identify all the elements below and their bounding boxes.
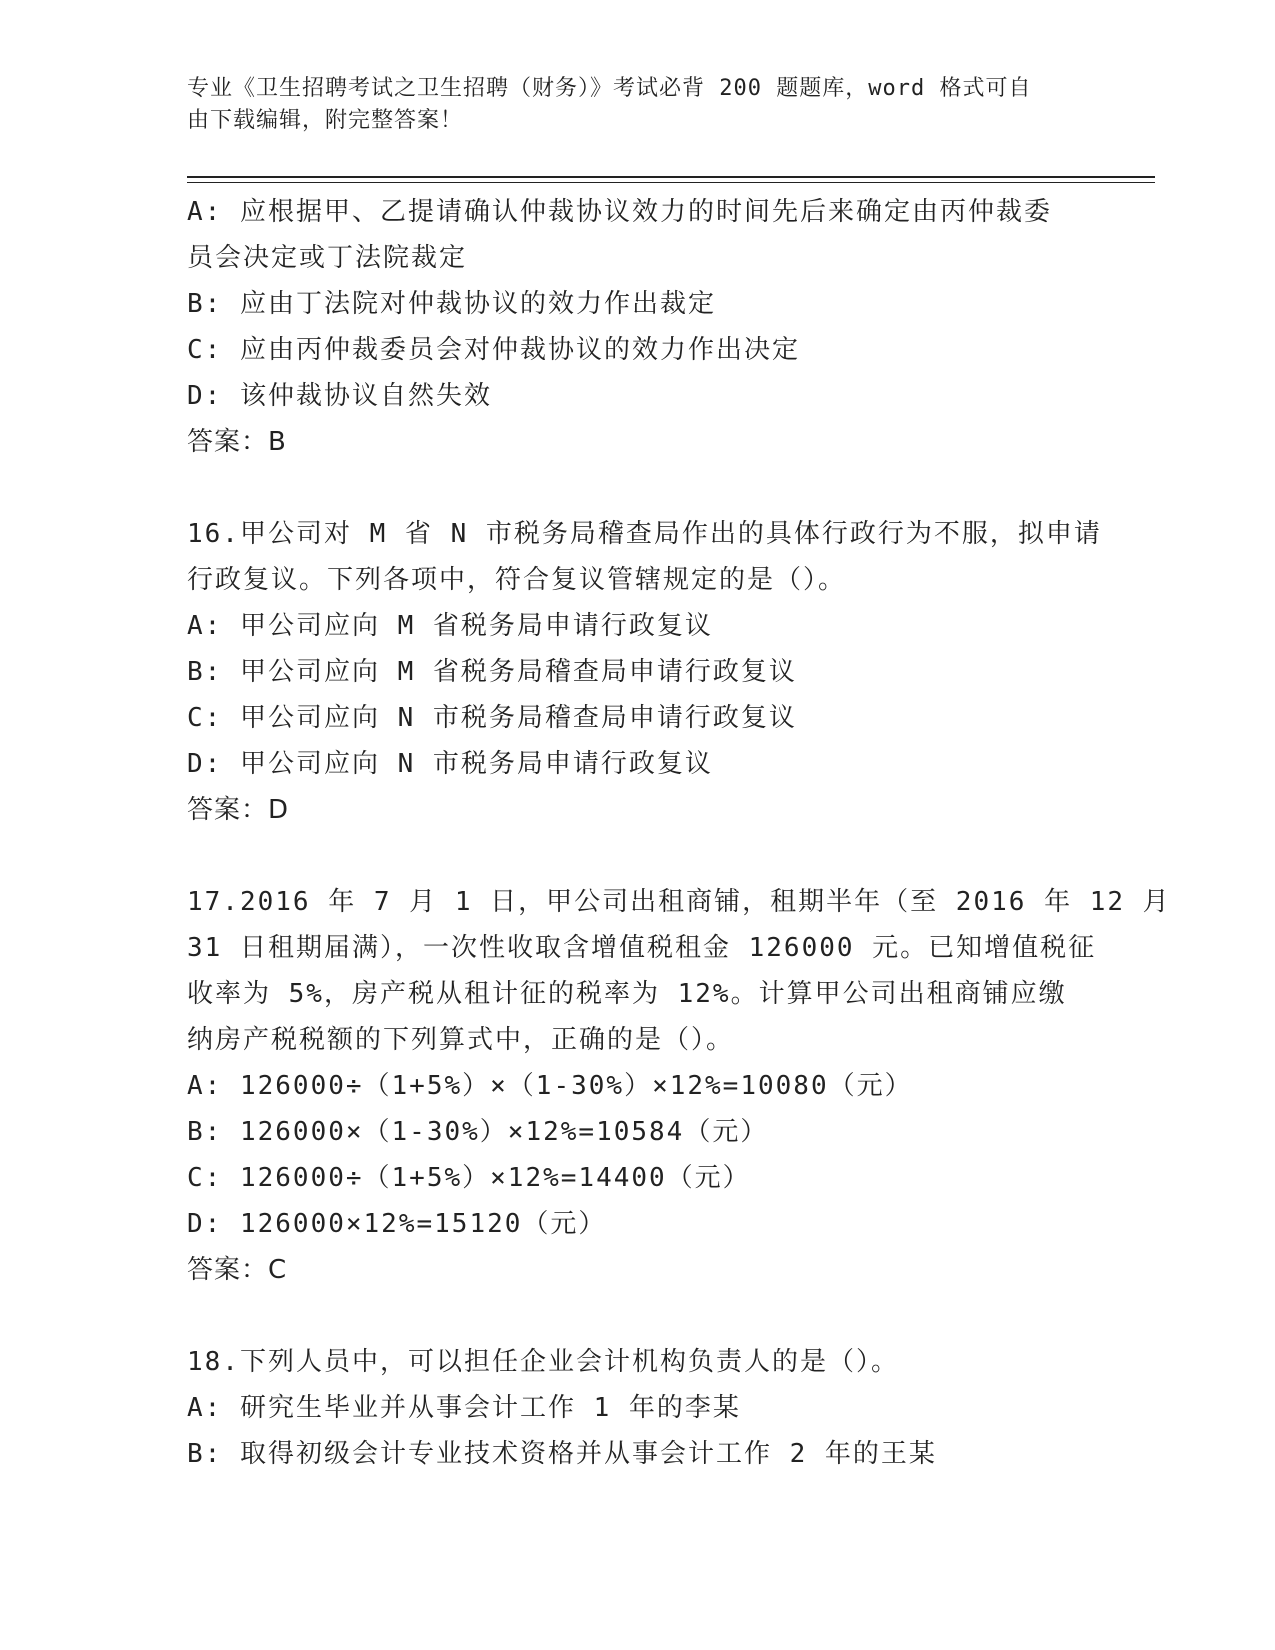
q15-answer: 答案：B <box>187 427 287 457</box>
q18-option-b: B: 取得初级会计专业技术资格并从事会计工作 2 年的王某 <box>187 1439 937 1469</box>
question-16-block <box>187 511 1102 833</box>
q18-option-a: A: 研究生毕业并从事会计工作 1 年的李某 <box>187 1393 741 1423</box>
q16-answer: 答案：D <box>187 795 290 825</box>
q16-option-b: B: 甲公司应向 M 省税务局稽查局申请行政复议 <box>187 657 797 687</box>
q17-stem-line-3: 收率为 5%，房产税从租计征的税率为 12%。计算甲公司出租商铺应缴 <box>187 979 1067 1009</box>
q17-option-b: B: 126000×（1-30%）×12%=10584（元） <box>187 1117 769 1147</box>
spacer <box>187 465 1087 511</box>
q15-option-a-line-1: A: 应根据甲、乙提请确认仲裁协议效力的时间先后来确定由丙仲裁委 <box>187 197 1052 227</box>
spacer <box>187 833 1087 879</box>
q17-option-d: D: 126000×12%=15120（元） <box>187 1209 607 1239</box>
q15-option-b: B: 应由丁法院对仲裁协议的效力作出裁定 <box>187 289 716 319</box>
q16-stem-line-2: 行政复议。下列各项中，符合复议管辖规定的是（）。 <box>187 565 847 595</box>
q16-stem-line-1: 16.甲公司对 M 省 N 市税务局稽查局作出的具体行政行为不服，拟申请 <box>187 519 1102 549</box>
q18-stem-line-1: 18.下列人员中，可以担任企业会计机构负责人的是（）。 <box>187 1347 899 1377</box>
header-line-1: 专业《卫生招聘考试之卫生招聘（财务）》考试必背 200 题题库，word 格式可自 <box>187 76 1032 101</box>
question-17-block <box>187 879 1171 1293</box>
q17-stem-line-2: 31 日租期届满），一次性收取含增值税租金 126000 元。已知增值税征 <box>187 933 1097 963</box>
q17-stem-line-1: 17.2016 年 7 月 1 日，甲公司出租商铺，租期半年（至 2016 年 12 月 <box>187 887 1171 917</box>
q15-option-a-line-2: 员会决定或丁法院裁定 <box>187 243 468 273</box>
q16-option-a: A: 甲公司应向 M 省税务局申请行政复议 <box>187 611 713 641</box>
q15-option-d: D: 该仲裁协议自然失效 <box>187 381 492 411</box>
document-header <box>187 73 1087 137</box>
spacer <box>187 1293 1087 1339</box>
question-15-block <box>187 189 1087 465</box>
q17-option-c: C: 126000÷（1+5%）×12%=14400（元） <box>187 1163 751 1193</box>
q17-stem-line-4: 纳房产税税额的下列算式中，正确的是（）。 <box>187 1025 735 1055</box>
header-rule-thick <box>187 176 1155 178</box>
header-rule-thin <box>187 182 1155 183</box>
q16-option-c: C: 甲公司应向 N 市税务局稽查局申请行政复议 <box>187 703 797 733</box>
question-18-block <box>187 1339 1087 1477</box>
header-line-2: 由下载编辑，附完整答案！ <box>187 108 464 133</box>
q16-option-d: D: 甲公司应向 N 市税务局申请行政复议 <box>187 749 713 779</box>
q17-answer: 答案：C <box>187 1255 288 1285</box>
question-content <box>187 189 1171 1477</box>
q17-option-a: A: 126000÷（1+5%）×（1-30%）×12%=10080（元） <box>187 1071 913 1101</box>
q15-option-c: C: 应由丙仲裁委员会对仲裁协议的效力作出决定 <box>187 335 800 365</box>
